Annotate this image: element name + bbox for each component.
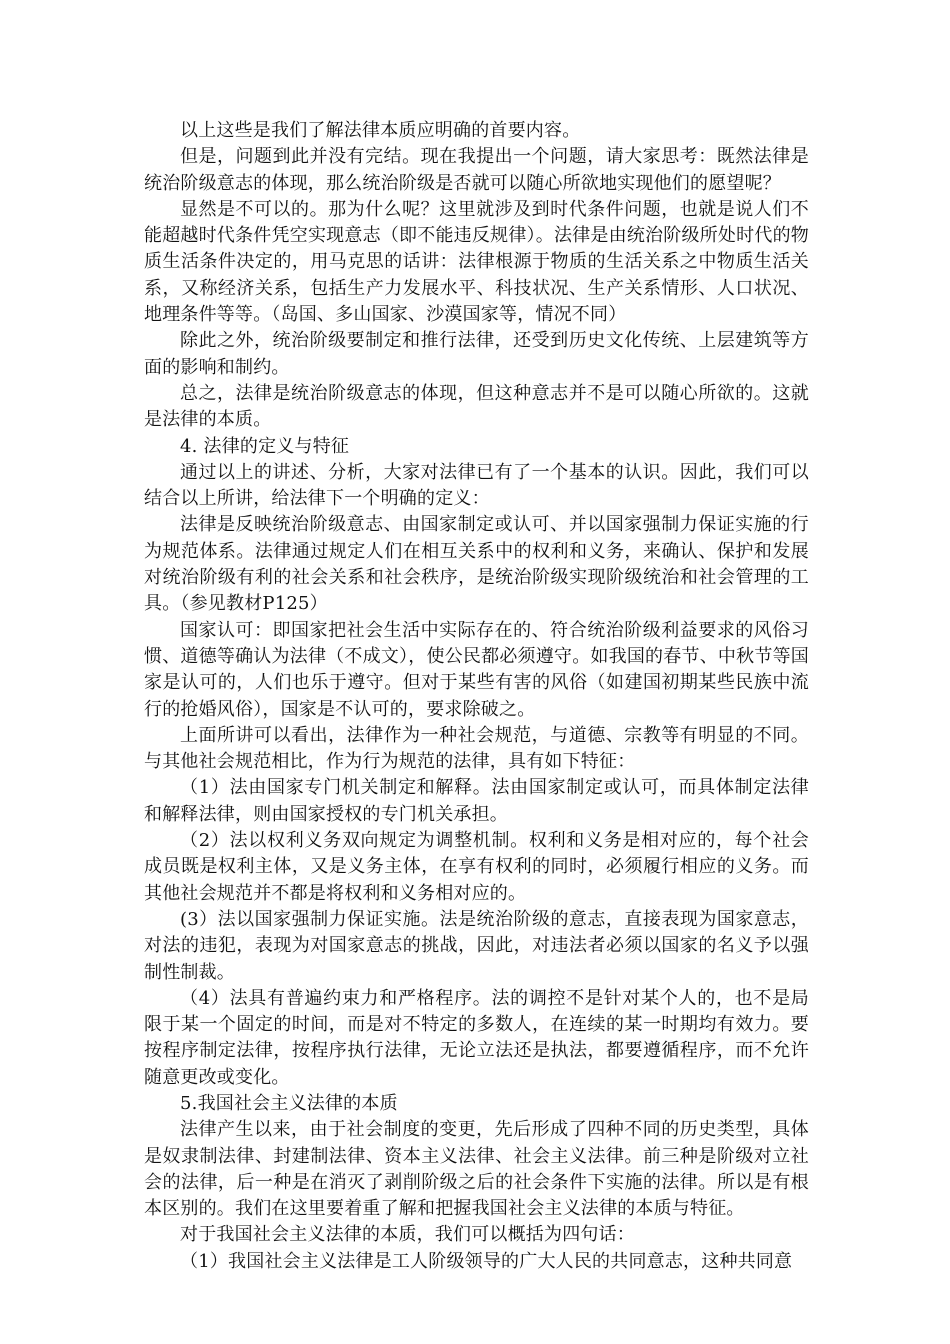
paragraph: 显然是不可以的。那为什么呢？这里就涉及到时代条件问题，也就是说人们不能超越时代条件凭空实现意志（即不能违反规律）。法律是由统治阶级所处时代的物质生活条件决定的，用马克思的话讲：法律根源于物质的生活关系之中物质生活关系，又称经济关系，包括生产力发展水平、科技状况、生产关系情形、人口状况、地理条件等等。（岛国、多山国家、沙漠国家等，情况不同）: [144, 198, 809, 326]
paragraph: 法律是反映统治阶级意志、由国家制定或认可、并以国家强制力保证实施的行为规范体系。法律通过规定人们在相互关系中的权利和义务，来确认、保护和发展对统治阶级有利的社会关系和社会秩序，是统治阶级实现阶级统治和社会管理的工具。（参见教材P125）: [144, 514, 809, 615]
paragraph: 对于我国社会主义法律的本质，我们可以概括为四句话：: [180, 1224, 635, 1246]
paragraph: 除此之外，统治阶级要制定和推行法律，还受到历史文化传统、上层建筑等方面的影响和制约。: [144, 330, 809, 378]
list-item: （1）我国社会主义法律是工人阶级领导的广大人民的共同意志，这种共同意: [180, 1250, 793, 1272]
document-page: [144, 118, 809, 1275]
list-item: （2）法以权利义务双向规定为调整机制。权利和义务是相对应的，每个社会成员既是权利主体，又是义务主体，在享有权利的同时，必须履行相应的义务。而其他社会规范并不都是将权利和义务相对应的。: [144, 830, 809, 904]
paragraph: 上面所讲可以看出，法律作为一种社会规范，与道德、宗教等有明显的不同。与其他社会规范相比，作为行为规范的法律，具有如下特征：: [144, 724, 809, 773]
list-item: （1）法由国家专门机关制定和解释。法由国家制定或认可，而具体制定法律和解释法律，则由国家授权的专门机关承担。: [144, 777, 809, 825]
paragraph: 总之，法律是统治阶级意志的体现，但这种意志并不是可以随心所欲的。这就是法律的本质。: [144, 382, 809, 431]
list-item: （4）法具有普遍约束力和严格程序。法的调控不是针对某个人的，也不是局限于某一个固定的时间，而是对不特定的多数人，在连续的某一时期均有效力。要按程序制定法律，按程序执行法律，无论立法还是执法，都要遵循程序，而不允许随意更改或变化。: [144, 987, 809, 1088]
paragraph: 法律产生以来，由于社会制度的变更，先后形成了四种不同的历史类型，具体是奴隶制法律、封建制法律、资本主义法律、社会主义法律。前三种是阶级对立社会的法律，后一种是在消灭了剥削阶级之后的社会条件下实施的法律。所以是有根本区别的。我们在这里要着重了解和把握我国社会主义法律的本质与特征。: [144, 1119, 809, 1220]
list-item: (3）法以国家强制力保证实施。法是统治阶级的意志，直接表现为国家意志，对法的违犯，表现为对国家意志的挑战，因此，对违法者必须以国家的名义予以强制性制裁。: [144, 908, 809, 983]
paragraph: 通过以上的讲述、分析，大家对法律已有了一个基本的认识。因此，我们可以结合以上所讲，给法律下一个明确的定义：: [144, 461, 809, 510]
section-heading: 5.我国社会主义法律的本质: [180, 1092, 398, 1114]
paragraph: 以上这些是我们了解法律本质应明确的首要内容。: [180, 120, 581, 141]
paragraph: 但是，问题到此并没有完结。现在我提出一个问题，请大家思考：既然法律是统治阶级意志的体现，那么统治阶级是否就可以随心所欲地实现他们的愿望呢？: [144, 146, 809, 194]
paragraph: 国家认可：即国家把社会生活中实际存在的、符合统治阶级利益要求的风俗习惯、道德等确认为法律（不成文），使公民都必须遵守。如我国的春节、中秋节等国家是认可的，人们也乐于遵守。但对于某些有害的风俗（如建国初期某些民族中流行的抢婚风俗），国家是不认可的，要求除破之。: [144, 619, 809, 720]
section-heading: 4. 法律的定义与特征: [180, 435, 350, 457]
